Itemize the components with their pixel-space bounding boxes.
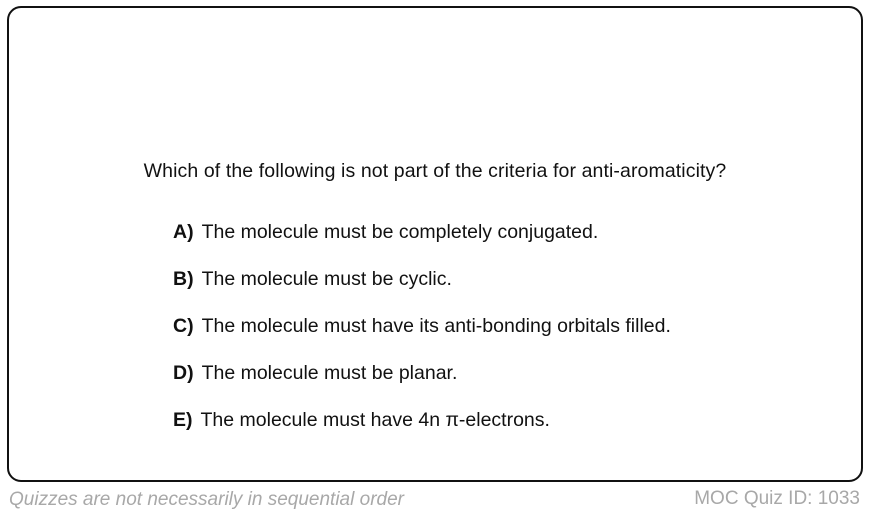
option-text: The molecule must be completely conjugated. [201,221,599,243]
answer-option-a[interactable] [173,221,671,268]
quiz-card [7,6,863,482]
option-letter: D) [173,362,194,384]
question-text: Which of the following is not part of the criteria for anti-aromaticity? [143,160,727,182]
answer-option-d[interactable] [173,362,671,409]
option-text: The molecule must have its anti-bonding orbitals filled. [201,315,671,337]
option-text: The molecule must have 4n π-electrons. [200,409,550,431]
answer-options-list [173,221,671,456]
option-text: The molecule must be cyclic. [201,268,452,290]
option-letter: A) [173,221,194,243]
quiz-id-label: MOC Quiz ID: 1033 [694,488,860,509]
answer-option-b[interactable] [173,268,671,315]
option-letter: C) [173,315,194,337]
answer-option-e[interactable] [173,409,671,456]
option-letter: B) [173,268,194,290]
option-text: The molecule must be planar. [201,362,458,384]
sequence-disclaimer: Quizzes are not necessarily in sequential order [9,489,404,510]
option-letter: E) [173,409,193,431]
answer-option-c[interactable] [173,315,671,362]
